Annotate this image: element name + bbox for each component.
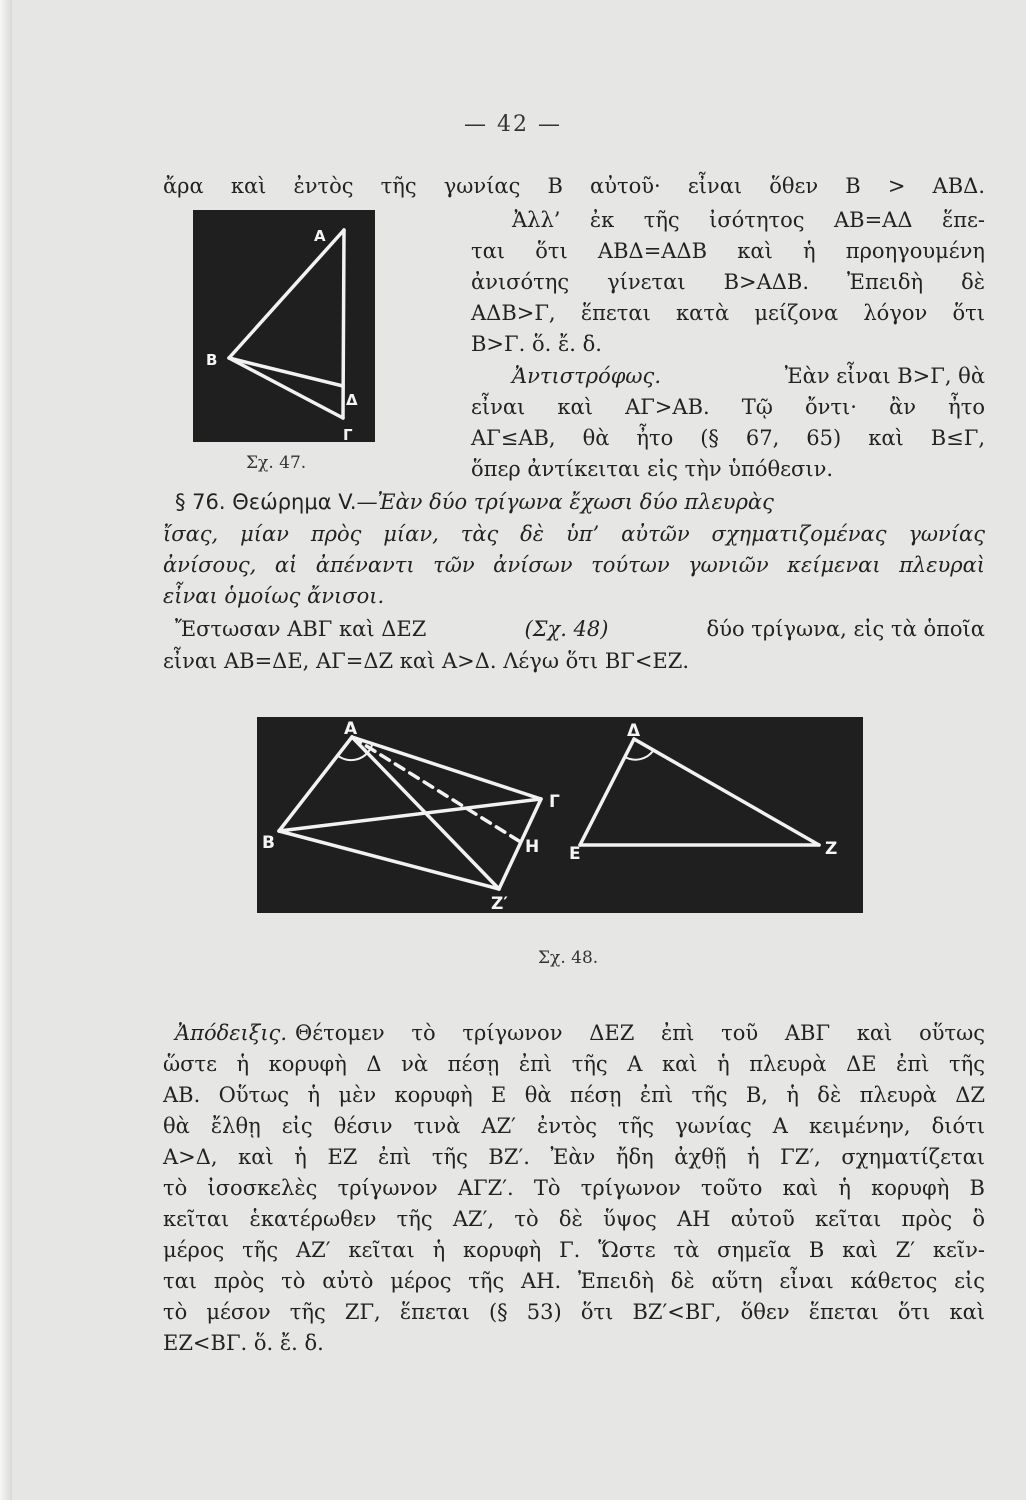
fig48-label-B: Β xyxy=(262,833,275,853)
proof-label: Ἀπόδειξις. xyxy=(175,1021,287,1045)
page-edge xyxy=(0,0,12,1500)
theorem-heading-label: § 76. Θεώρημα V. xyxy=(175,490,357,514)
proof-line5: Α>Δ, καὶ ἡ ΕΖ ἐπὶ τῆς ΒΖ′. Ἐὰν ἤδη ἀχθῇ ἡ ΓΖ′, σχηματίζεται xyxy=(163,1145,985,1169)
proof-line8: μέρος τῆς ΑΖ′ κεῖται ἡ κορυφὴ Γ. Ὥστε τὰ σημεῖα Β καὶ Ζ′ κεῖν- xyxy=(163,1238,985,1262)
proof-line3: ΑΒ. Οὕτως ἡ μὲν κορυφὴ Ε θὰ πέσῃ ἐπὶ τῆς Β, ἡ δὲ πλευρὰ ΔΖ xyxy=(163,1083,985,1107)
proof-line1 xyxy=(175,1019,985,1047)
fig48-label-Z1: Ζ′ xyxy=(491,894,508,913)
para1-line4: ἀνισότης γίνεται Β>ΑΔΒ. Ἐπειδὴ δὲ xyxy=(471,270,985,294)
figure-48-caption: Σχ. 48. xyxy=(538,948,599,968)
fig48-label-E: Ε xyxy=(569,844,581,864)
theorem-line1: —Ἐὰν δύο τρίγωνα ἔχωσι δύο πλευρὰς xyxy=(356,490,774,514)
para1-line2: Ἀλλ’ ἐκ τῆς ἰσότητος ΑΒ=ΑΔ ἕπε- xyxy=(512,208,985,232)
setup-line1 xyxy=(175,615,985,643)
fig47-label-G: Γ xyxy=(343,426,353,442)
converse-line1: Ἐὰν εἶναι Β>Γ, θὰ xyxy=(784,364,985,388)
fig48-label-G: Γ xyxy=(549,792,560,812)
para1-line6: Β>Γ. ὅ. ἔ. δ. xyxy=(471,332,602,356)
proof-line7: κεῖται ἑκατέρωθεν τῆς ΑΖ′, τὸ δὲ ὕψος ΑΗ αὐτοῦ κεῖται πρὸς ὃ xyxy=(163,1207,985,1231)
fig48-angle-arc-D xyxy=(625,751,653,760)
fig47-side-BG xyxy=(229,358,343,418)
setup-line1-figref: (Σχ. 48) xyxy=(524,617,609,641)
proof-line9: ται πρὸς τὸ αὐτὸ μέρος τῆς ΑΗ. Ἐπειδὴ δὲ αὕτη εἶναι κάθετος εἰς xyxy=(163,1269,985,1293)
converse-line3: ΑΓ≤ΑΒ, θὰ ἦτο (§ 67, 65) καὶ Β≤Γ, xyxy=(471,426,985,450)
proof-line6: τὸ ἰσοσκελὲς τρίγωνον ΑΓΖ′. Τὸ τρίγωνον τοῦτο καὶ ἡ κορυφὴ Β xyxy=(163,1176,985,1200)
proof-line10: τὸ μέσον τῆς ΖΓ, ἕπεται (§ 53) ὅτι ΒΖ′<ΒΓ, ὅθεν ἕπεται ὅτι καὶ xyxy=(163,1300,985,1324)
proof-line1-text: Θέτομεν τὸ τρίγωνον ΔΕΖ ἐπὶ τοῦ ΑΒΓ καὶ οὕτως xyxy=(295,1021,985,1045)
proof-line11: ΕΖ<ΒΓ. ὅ. ἔ. δ. xyxy=(163,1331,324,1355)
fig47-side-AB xyxy=(229,230,344,358)
fig47-label-B: Β xyxy=(206,351,218,369)
figure-48-drawing xyxy=(257,717,863,913)
para1-line5: ΑΔΒ>Γ, ἕπεται κατὰ μείζονα λόγον ὅτι xyxy=(471,301,985,325)
fig48-side-DE xyxy=(580,739,634,845)
fig47-label-D: Δ xyxy=(346,391,358,409)
theorem-line3: ἀνίσους, αἱ ἀπέναντι τῶν ἀνίσων τούτων γωνιῶν κείμεναι πλευραὶ xyxy=(163,553,985,577)
fig48-side-BZ1 xyxy=(279,831,499,889)
fig48-label-D: Δ xyxy=(627,721,641,741)
figure-47-caption: Σχ. 47. xyxy=(246,453,307,473)
theorem-line4: εἶναι ὁμοίως ἄνισοι. xyxy=(163,584,385,608)
setup-line2: εἶναι ΑΒ=ΔΕ, ΑΓ=ΔΖ καὶ Α>Δ. Λέγω ὅτι ΒΓ<ΕΖ. xyxy=(163,649,690,673)
fig47-label-A: Α xyxy=(314,227,326,245)
converse-line2: εἶναι καὶ ΑΓ>ΑΒ. Τῷ ὄντι· ἂν ἦτο xyxy=(471,395,985,419)
para1-line3: ται ὅτι ΑΒΔ=ΑΔΒ καὶ ἡ προηγουμένη xyxy=(471,239,985,263)
page-number: — 42 — xyxy=(464,112,562,137)
proof-line4: θὰ ἔλθῃ εἰς θέσιν τινὰ ΑΖ′ ἐντὸς τῆς γωνίας Α κειμένην, διότι xyxy=(163,1114,985,1138)
fig48-side-BG xyxy=(279,799,541,831)
fig48-label-H: Η xyxy=(525,837,540,857)
para1-line1: ἄρα καὶ ἐντὸς τῆς γωνίας Β αὐτοῦ· εἶναι ὅθεν Β > ΑΒΔ. xyxy=(163,174,985,198)
fig48-label-Z: Ζ xyxy=(825,839,838,859)
fig48-label-A: Α xyxy=(344,719,358,739)
proof-line2: ὥστε ἡ κορυφὴ Δ νὰ πέσῃ ἐπὶ τῆς Α καὶ ἡ πλευρὰ ΔΕ ἐπὶ τῆς xyxy=(163,1052,985,1076)
setup-line1-b: δύο τρίγωνα, εἰς τὰ ὁποῖα xyxy=(706,617,985,641)
converse-label: Ἀντιστρόφως. xyxy=(512,364,661,388)
figure-47 xyxy=(193,210,375,442)
theorem-line2: ἴσας, μίαν πρὸς μίαν, τὰς δὲ ὑπ’ αὐτῶν σχηματιζομένας γωνίας xyxy=(163,522,985,546)
fig47-side-AG xyxy=(343,230,344,418)
fig48-side-AB xyxy=(279,737,352,831)
setup-line1-a: Ἔστωσαν ΑΒΓ καὶ ΔΕΖ xyxy=(175,617,427,641)
figure-48 xyxy=(257,717,863,913)
fig48-side-DZ xyxy=(634,739,819,845)
fig47-side-BD xyxy=(229,358,343,386)
figure-47-drawing xyxy=(193,210,375,442)
theorem-heading xyxy=(175,488,774,516)
converse-line4: ὅπερ ἀντίκειται εἰς τὴν ὑπόθεσιν. xyxy=(471,457,834,481)
